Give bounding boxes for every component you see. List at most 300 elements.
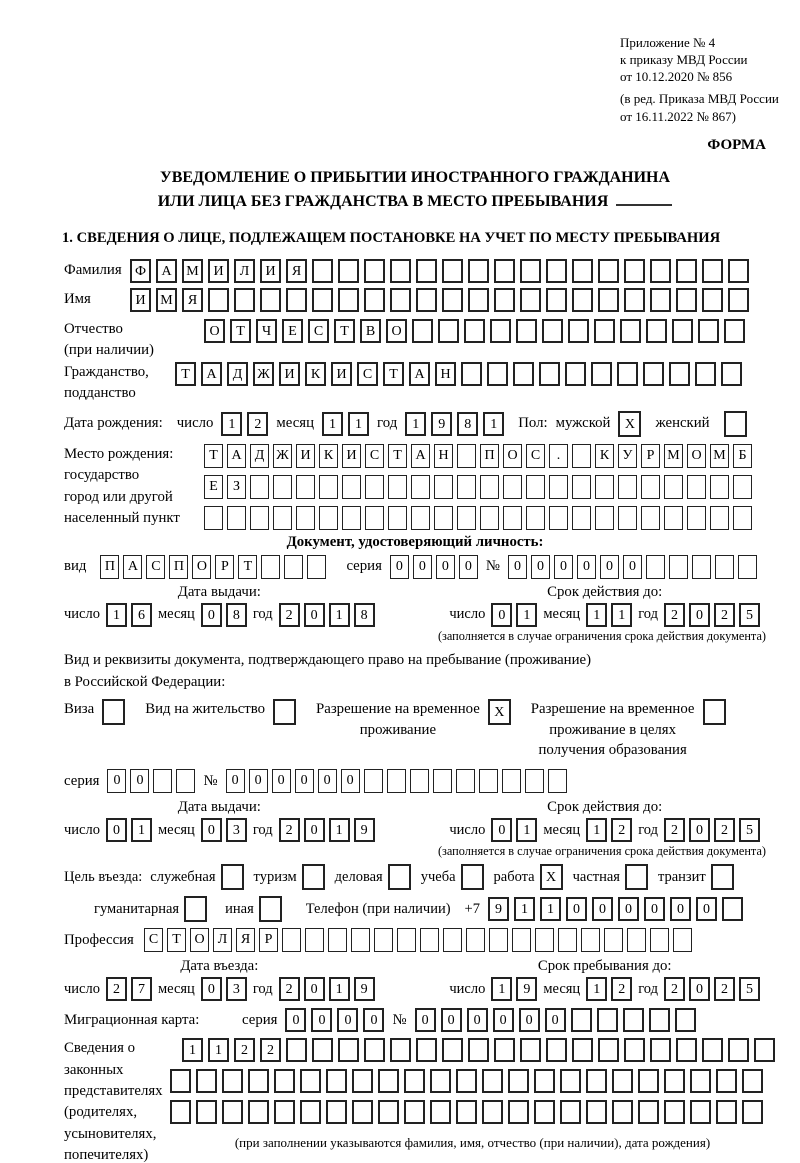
form-cell xyxy=(404,1100,425,1124)
expiry-date-heading: Срок действия до: xyxy=(547,583,663,600)
form-cell: 5 xyxy=(739,977,760,1001)
firstname-label: Имя xyxy=(64,291,91,308)
form-cell: 2 xyxy=(714,977,735,1001)
form-cell xyxy=(612,1069,633,1093)
day-label: число xyxy=(449,980,486,997)
form-cell xyxy=(274,1100,295,1124)
form-cell: 2 xyxy=(260,1038,281,1062)
form-cell: 2 xyxy=(106,977,127,1001)
form-cell xyxy=(549,506,568,530)
form-cell: 0 xyxy=(459,555,478,579)
form-cell xyxy=(620,319,641,343)
purpose-label: Цель въезда: xyxy=(64,868,143,885)
form-cell xyxy=(296,506,315,530)
form-cell: Ч xyxy=(256,319,277,343)
checkbox-official xyxy=(221,864,244,890)
form-cell xyxy=(715,555,734,579)
form-cell xyxy=(260,288,281,312)
form-cell: Ж xyxy=(273,444,292,468)
form-cell: 1 xyxy=(586,977,607,1001)
form-title xyxy=(64,166,766,214)
purpose-tourism-label: туризм xyxy=(253,868,297,885)
form-cell xyxy=(586,1100,607,1124)
form-cell: 0 xyxy=(341,769,360,793)
checkbox-edu-permit xyxy=(703,699,726,725)
form-cell: У xyxy=(618,444,637,468)
permit-issue-month-cells xyxy=(201,818,247,842)
form-cell: О xyxy=(190,928,209,952)
form-cell xyxy=(461,864,484,890)
form-cell: 0 xyxy=(545,1008,566,1032)
form-cell xyxy=(221,864,244,890)
form-cell xyxy=(494,259,515,283)
form-cell xyxy=(650,259,671,283)
doc-number-cells xyxy=(508,555,757,579)
purpose-transit-label: транзит xyxy=(657,868,706,885)
day-label: число xyxy=(64,821,100,838)
form-cell xyxy=(646,319,667,343)
phone-label: Телефон (при наличии) xyxy=(305,900,451,917)
form-cell: 1 xyxy=(611,603,632,627)
form-cell: 2 xyxy=(279,603,300,627)
form-cell: Д xyxy=(250,444,269,468)
form-cell xyxy=(326,1069,347,1093)
form-cell: 9 xyxy=(516,977,537,1001)
form-cell xyxy=(627,928,646,952)
form-cell xyxy=(560,1069,581,1093)
form-cell: Е xyxy=(282,319,303,343)
form-cell: 1 xyxy=(348,412,369,436)
checkbox-study xyxy=(461,864,484,890)
form-cell xyxy=(664,1100,685,1124)
expiry-month-cells xyxy=(586,603,632,627)
form-cell xyxy=(374,928,393,952)
form-cell: 1 xyxy=(405,412,426,436)
form-cell xyxy=(204,506,223,530)
form-cell xyxy=(420,928,439,952)
form-cell xyxy=(503,506,522,530)
form-cell xyxy=(549,475,568,499)
form-cell: 3 xyxy=(226,977,247,1001)
form-cell xyxy=(494,288,515,312)
form-cell xyxy=(433,769,452,793)
form-cell xyxy=(342,506,361,530)
form-cell xyxy=(526,475,545,499)
form-cell: Я xyxy=(286,259,307,283)
form-cell xyxy=(378,1100,399,1124)
form-cell: А xyxy=(201,362,222,386)
number-label: № xyxy=(203,772,218,789)
form-cell: 0 xyxy=(436,555,455,579)
firstname-cells xyxy=(130,288,749,312)
doc-type-cells xyxy=(100,555,326,579)
form-cell: М xyxy=(156,288,177,312)
form-cell xyxy=(319,475,338,499)
form-cell xyxy=(690,1100,711,1124)
form-cell: Т xyxy=(230,319,251,343)
form-cell xyxy=(512,928,531,952)
form-cell: 0 xyxy=(390,555,409,579)
form-cell xyxy=(664,475,683,499)
issue-day-cells xyxy=(106,603,152,627)
form-cell xyxy=(695,362,716,386)
entry-month-cells xyxy=(201,977,247,1001)
purpose-business-label: деловая xyxy=(334,868,383,885)
form-cell: X xyxy=(540,864,563,890)
form-cell: 0 xyxy=(249,769,268,793)
edition-line: (в ред. Приказа МВД России xyxy=(620,91,779,107)
form-cell: В xyxy=(360,319,381,343)
form-cell xyxy=(676,259,697,283)
form-cell: 2 xyxy=(664,977,685,1001)
checkbox-transit xyxy=(711,864,734,890)
form-cell: 0 xyxy=(508,555,527,579)
form-cell xyxy=(542,319,563,343)
month-label: месяц xyxy=(157,980,195,997)
checkbox-private xyxy=(625,864,648,890)
form-cell xyxy=(222,1100,243,1124)
form-cell: 9 xyxy=(488,897,509,921)
birth-place-label-line: государство xyxy=(64,467,140,484)
permit-expiry-year-cells xyxy=(664,818,760,842)
day-label: число xyxy=(64,606,100,623)
form-cell: О xyxy=(386,319,407,343)
year-label: год xyxy=(638,980,658,997)
form-cell: 0 xyxy=(491,603,512,627)
form-cell: 7 xyxy=(131,977,152,1001)
form-cell xyxy=(296,475,315,499)
form-cell: 1 xyxy=(182,1038,203,1062)
migration-number-cells xyxy=(415,1008,696,1032)
form-cell: 1 xyxy=(516,603,537,627)
form-cell xyxy=(438,319,459,343)
form-cell xyxy=(595,475,614,499)
form-cell xyxy=(434,506,453,530)
form-cell: 0 xyxy=(337,1008,358,1032)
form-cell xyxy=(443,928,462,952)
form-cell: 0 xyxy=(106,818,127,842)
form-cell xyxy=(572,259,593,283)
form-cell xyxy=(692,555,711,579)
citizenship-cells xyxy=(175,362,742,386)
checkbox-male xyxy=(618,411,641,437)
form-cell: 2 xyxy=(234,1038,255,1062)
form-cell: 0 xyxy=(689,603,710,627)
form-cell xyxy=(390,288,411,312)
permit-number-cells xyxy=(226,769,567,793)
form-cell: 0 xyxy=(670,897,691,921)
expiry-note: (заполняется в случае ограничения срока действия документа) xyxy=(437,628,766,643)
form-cell xyxy=(464,319,485,343)
form-cell: М xyxy=(664,444,683,468)
entry-year-cells xyxy=(279,977,375,1001)
month-label: месяц xyxy=(543,606,581,623)
year-label: год xyxy=(252,980,273,997)
year-label: год xyxy=(638,606,658,623)
profession-label: Профессия xyxy=(64,931,134,948)
form-cell xyxy=(520,259,541,283)
issue-month-cells xyxy=(201,603,247,627)
form-cell xyxy=(742,1069,763,1093)
form-cell xyxy=(338,288,359,312)
form-cell: 9 xyxy=(354,977,375,1001)
form-cell xyxy=(416,259,437,283)
form-cell: А xyxy=(411,444,430,468)
form-cell xyxy=(612,1100,633,1124)
month-label: месяц xyxy=(543,821,581,838)
birth-month-cells xyxy=(322,412,369,436)
form-cell xyxy=(650,288,671,312)
checkbox-other xyxy=(259,896,282,922)
form-cell xyxy=(442,259,463,283)
form-cell: 1 xyxy=(514,897,535,921)
expiry-date-heading: Срок действия до: xyxy=(547,799,663,816)
form-cell xyxy=(604,928,623,952)
form-cell xyxy=(638,1069,659,1093)
form-cell xyxy=(102,699,125,725)
purpose-other-label: иная xyxy=(225,900,254,917)
month-label: месяц xyxy=(276,415,315,432)
form-cell: 2 xyxy=(714,603,735,627)
series-label: серия xyxy=(64,772,100,789)
form-cell: 1 xyxy=(329,977,350,1001)
stay-until-year-cells xyxy=(664,977,760,1001)
form-cell: Н xyxy=(435,362,456,386)
checkbox-tourism xyxy=(302,864,325,890)
purpose-study-label: учеба xyxy=(420,868,456,885)
form-cell: И xyxy=(130,288,151,312)
form-cell: С xyxy=(308,319,329,343)
permit-expiry-day-cells xyxy=(491,818,537,842)
entry-day-cells xyxy=(106,977,152,1001)
form-cell xyxy=(591,362,612,386)
form-cell xyxy=(319,506,338,530)
form-cell xyxy=(669,362,690,386)
form-cell: Ж xyxy=(253,362,274,386)
form-cell: 0 xyxy=(554,555,573,579)
number-label: № xyxy=(392,1011,407,1028)
passport-dates xyxy=(64,584,760,627)
day-label: число xyxy=(449,606,486,623)
form-cell: Д xyxy=(227,362,248,386)
form-cell xyxy=(365,475,384,499)
form-cell: 0 xyxy=(318,769,337,793)
permit-dates xyxy=(64,799,760,842)
form-cell xyxy=(624,259,645,283)
form-cell xyxy=(623,1008,644,1032)
form-cell: Р xyxy=(641,444,660,468)
form-cell xyxy=(489,928,508,952)
citizenship-label xyxy=(64,362,175,405)
stay-doc-intro2: в Российской Федерации: xyxy=(64,673,226,690)
form-cell xyxy=(338,1038,359,1062)
form-cell: О xyxy=(192,555,211,579)
representatives-cells-row2 xyxy=(170,1069,775,1093)
form-cell xyxy=(703,699,726,725)
form-cell xyxy=(672,319,693,343)
patronymic-label xyxy=(64,319,204,362)
form-cell: С xyxy=(526,444,545,468)
checkbox-business xyxy=(388,864,411,890)
form-cell xyxy=(724,411,747,437)
form-cell xyxy=(222,1069,243,1093)
permit-issue-day-cells xyxy=(106,818,152,842)
form-cell: Т xyxy=(388,444,407,468)
form-cell xyxy=(274,1069,295,1093)
form-cell: 1 xyxy=(586,603,607,627)
form-cell: 2 xyxy=(279,818,300,842)
form-cell: Н xyxy=(434,444,453,468)
form-cell xyxy=(546,259,567,283)
stay-until-month-cells xyxy=(586,977,632,1001)
form-cell xyxy=(390,1038,411,1062)
blank-underline xyxy=(616,193,672,206)
stay-until-heading: Срок пребывания до: xyxy=(537,958,672,975)
representatives-label-line: Сведения о xyxy=(64,1040,135,1057)
form-cell xyxy=(503,475,522,499)
form-cell xyxy=(457,506,476,530)
permit-expiry-note: (заполняется в случае ограничения срока действия документа) xyxy=(437,844,766,859)
form-cell: 0 xyxy=(413,555,432,579)
checkbox-female xyxy=(724,411,747,437)
form-cell: 1 xyxy=(540,897,561,921)
edu-permit-label xyxy=(531,699,695,761)
form-cell: 0 xyxy=(531,555,550,579)
form-cell xyxy=(598,1038,619,1062)
stay-until-day-cells xyxy=(491,977,537,1001)
form-cell xyxy=(273,699,296,725)
form-cell xyxy=(710,506,729,530)
form-cell xyxy=(597,1008,618,1032)
expiry-year-cells xyxy=(664,603,760,627)
form-cell xyxy=(411,475,430,499)
form-cell xyxy=(738,555,757,579)
form-cell: И xyxy=(331,362,352,386)
form-cell: А xyxy=(409,362,430,386)
form-cell: С xyxy=(365,444,384,468)
form-cell: П xyxy=(480,444,499,468)
form-cell xyxy=(638,1100,659,1124)
form-cell: П xyxy=(100,555,119,579)
form-cell xyxy=(716,1100,737,1124)
patronymic-label-line: Отчество xyxy=(64,320,123,337)
form-cell xyxy=(365,506,384,530)
form-cell: 1 xyxy=(131,818,152,842)
form-cell xyxy=(305,928,324,952)
form-cell xyxy=(676,288,697,312)
form-cell xyxy=(513,362,534,386)
temp-permit-label xyxy=(316,699,480,740)
form-cell: 0 xyxy=(272,769,291,793)
representatives-label-line: (родителях, xyxy=(64,1104,138,1121)
month-label: месяц xyxy=(543,980,581,997)
form-cell: Я xyxy=(236,928,255,952)
form-cell xyxy=(468,1038,489,1062)
migration-card-label: Миграционная карта: xyxy=(64,1011,200,1028)
form-cell xyxy=(364,259,385,283)
form-cell xyxy=(466,928,485,952)
form-cell xyxy=(196,1100,217,1124)
form-cell xyxy=(208,288,229,312)
form-cell: 0 xyxy=(130,769,149,793)
form-cell: С xyxy=(144,928,163,952)
form-cell xyxy=(170,1100,191,1124)
entry-dates xyxy=(64,958,760,1001)
form-cell xyxy=(351,928,370,952)
form-cell xyxy=(534,1100,555,1124)
edition-line: от 16.11.2022 № 867) xyxy=(620,108,737,124)
identity-doc-heading: Документ, удостоверяющий личность: xyxy=(286,533,544,550)
form-cell xyxy=(434,475,453,499)
form-cell xyxy=(728,1038,749,1062)
form-cell: Ф xyxy=(130,259,151,283)
form-cell: 1 xyxy=(221,412,242,436)
form-cell xyxy=(546,288,567,312)
form-cell xyxy=(153,769,172,793)
birth-place-label xyxy=(64,444,204,530)
birth-day-cells xyxy=(221,412,268,436)
form-cell xyxy=(572,1038,593,1062)
form-cell xyxy=(728,288,749,312)
checkbox-humanitarian xyxy=(184,896,207,922)
form-cell xyxy=(572,444,591,468)
form-cell: 2 xyxy=(714,818,735,842)
form-cell xyxy=(479,769,498,793)
form-cell xyxy=(457,444,476,468)
form-cell xyxy=(184,896,207,922)
form-cell xyxy=(520,1038,541,1062)
form-cell xyxy=(312,1038,333,1062)
form-cell: С xyxy=(357,362,378,386)
form-cell xyxy=(307,555,326,579)
form-cell xyxy=(480,506,499,530)
patronymic-label-line: (при наличии) xyxy=(64,342,154,359)
form-cell xyxy=(364,1038,385,1062)
form-cell xyxy=(546,1038,567,1062)
form-cell xyxy=(397,928,416,952)
form-cell xyxy=(565,362,586,386)
form-cell xyxy=(261,555,280,579)
birth-place-label-line: Место рождения: xyxy=(64,445,174,462)
form-cell xyxy=(572,288,593,312)
form-cell xyxy=(728,259,749,283)
representatives-label-line: представителях xyxy=(64,1082,163,1099)
year-label: год xyxy=(252,606,273,623)
form-cell xyxy=(312,259,333,283)
phone-prefix: +7 xyxy=(464,900,480,917)
form-cell: 1 xyxy=(329,603,350,627)
form-cell xyxy=(520,288,541,312)
form-cell xyxy=(410,769,429,793)
form-cell xyxy=(664,506,683,530)
form-cell: Я xyxy=(182,288,203,312)
form-cell xyxy=(675,1008,696,1032)
form-cell: Т xyxy=(204,444,223,468)
form-cell xyxy=(284,555,303,579)
form-cell: П xyxy=(169,555,188,579)
form-cell: 2 xyxy=(611,818,632,842)
form-cell: 0 xyxy=(696,897,717,921)
year-label: год xyxy=(377,415,398,432)
month-label: месяц xyxy=(157,821,195,838)
form-cell xyxy=(390,259,411,283)
form-cell: 0 xyxy=(493,1008,514,1032)
form-cell: 8 xyxy=(354,603,375,627)
form-cell xyxy=(669,555,688,579)
form-cell: 5 xyxy=(739,818,760,842)
birth-place-label-line: город или другой xyxy=(64,488,173,505)
form-cell xyxy=(250,475,269,499)
